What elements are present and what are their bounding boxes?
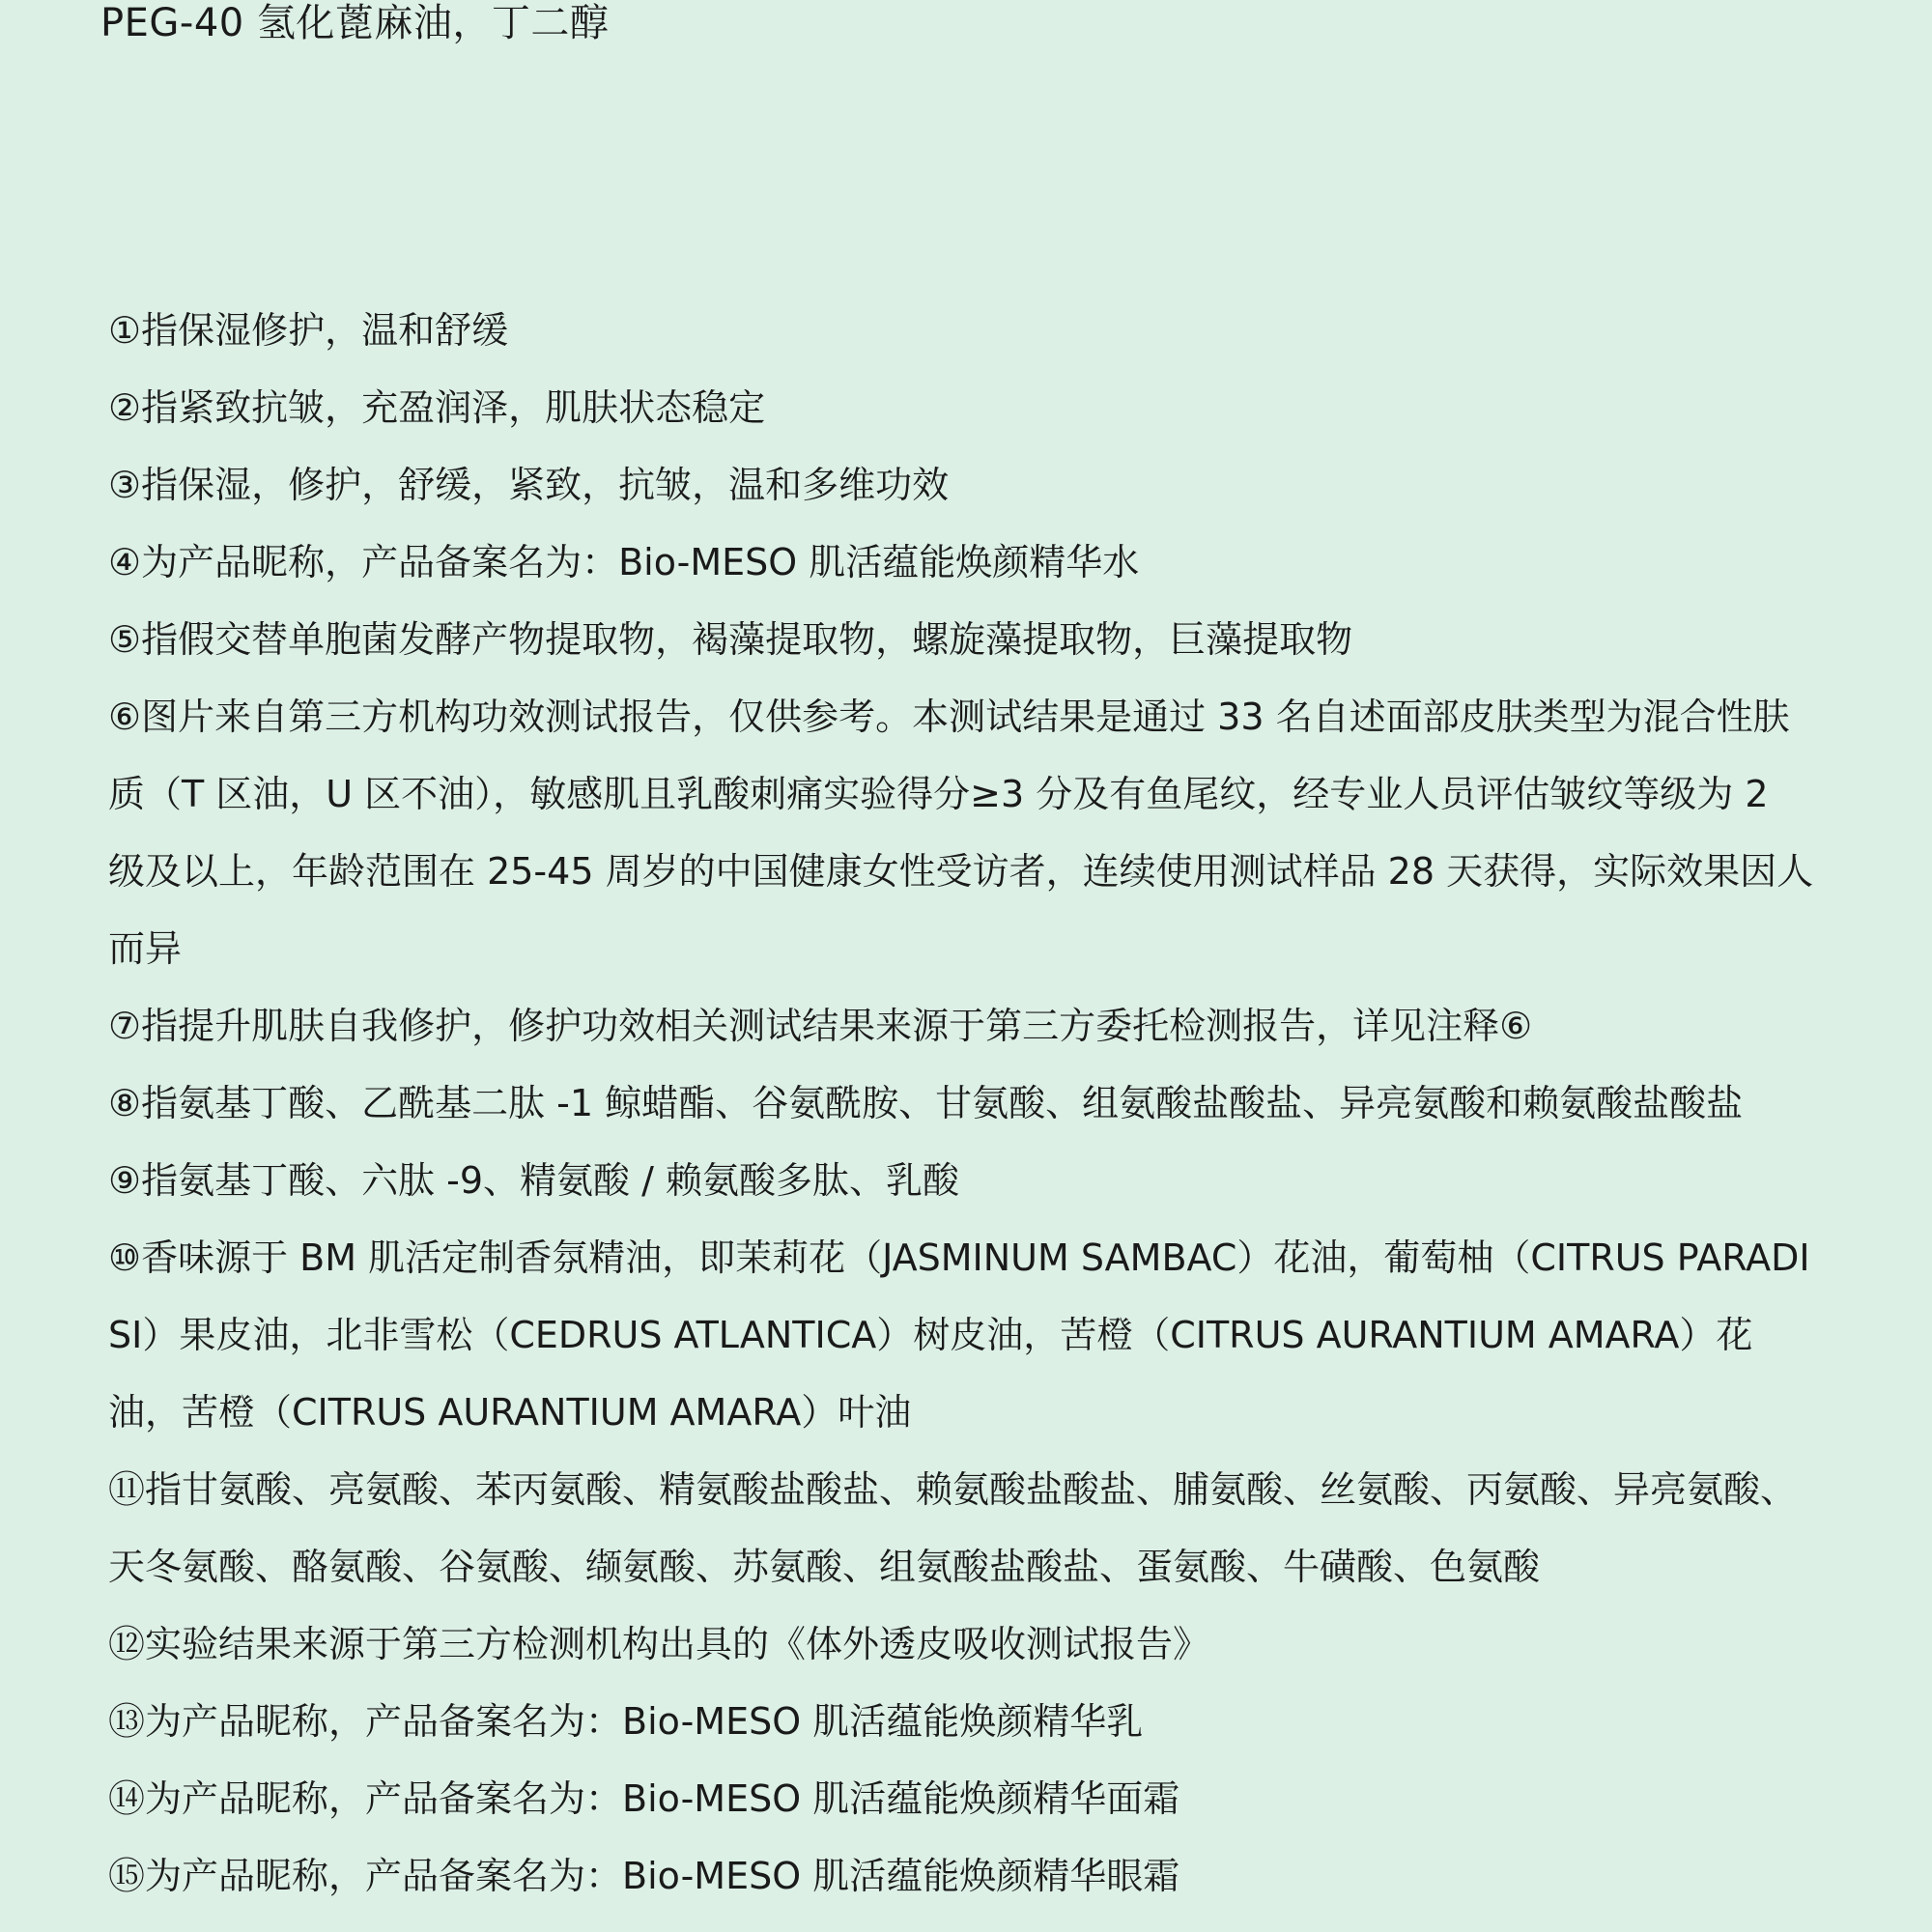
footnote-7: ⑦指提升肌肤自我修护，修护功效相关测试结果来源于第三方委托检测报告，详见注释⑥: [108, 1005, 1533, 1047]
footnote-3: ③指保湿，修护，舒缓，紧致，抗皱，温和多维功效: [108, 464, 950, 506]
footnote-9: ⑨指氨基丁酸、六肽 -9、精氨酸 / 赖氨酸多肽、乳酸: [108, 1159, 959, 1202]
footnote-4: ④为产品昵称，产品备案名为：Bio-MESO 肌活蕴能焕颜精华水: [108, 541, 1140, 583]
footnote-1: ①指保湿修护，温和舒缓: [108, 309, 509, 352]
footnote-6: ⑥图片来自第三方机构功效测试报告，仅供参考。本测试结果是通过 33 名自述面部皮肤类型为混合性肤质（T 区油，U 区不油），敏感肌且乳酸刺痛实验得分≥3 分及有鱼尾纹，经专业人员评估皱纹等级为 2 级及以上，年龄范围在 25-45 周岁的中国健康女性受访者，连续使用测试样品 28 天获得，实际效果因人而异: [108, 696, 1814, 970]
footnote-12: ⑫实验结果来源于第三方检测机构出具的《体外透皮吸收测试报告》: [108, 1623, 1210, 1665]
footnote-list: [108, 292, 1816, 1915]
footnote-14: ⑭为产品昵称，产品备案名为：Bio-MESO 肌活蕴能焕颜精华面霜: [108, 1777, 1180, 1820]
footnote-15: ⑮为产品昵称，产品备案名为：Bio-MESO 肌活蕴能焕颜精华眼霜: [108, 1855, 1180, 1897]
ingredient-line: PEG-40 氢化蓖麻油，丁二醇: [100, 1, 610, 45]
footnote-10: ⑩香味源于 BM 肌活定制香氛精油，即茉莉花（JASMINUM SAMBAC）花油，葡萄柚（CITRUS PARADISI）果皮油，北非雪松（CEDRUS ATLANTICA）树皮油，苦橙（CITRUS AURANTIUM AMARA）花油，苦橙（CITRUS AURANTIUM AMARA）叶油: [108, 1236, 1810, 1434]
footnote-2: ②指紧致抗皱，充盈润泽，肌肤状态稳定: [108, 386, 766, 429]
footnote-8: ⑧指氨基丁酸、乙酰基二肽 -1 鲸蜡酯、谷氨酰胺、甘氨酸、组氨酸盐酸盐、异亮氨酸和赖氨酸盐酸盐: [108, 1082, 1744, 1124]
footnote-5: ⑤指假交替单胞菌发酵产物提取物，褐藻提取物，螺旋藻提取物，巨藻提取物: [108, 618, 1353, 661]
footnote-13: ⑬为产品昵称，产品备案名为：Bio-MESO 肌活蕴能焕颜精华乳: [108, 1700, 1144, 1743]
footnote-11: ⑪指甘氨酸、亮氨酸、苯丙氨酸、精氨酸盐酸盐、赖氨酸盐酸盐、脯氨酸、丝氨酸、丙氨酸、异亮氨酸、天冬氨酸、酪氨酸、谷氨酸、缬氨酸、苏氨酸、组氨酸盐酸盐、蛋氨酸、牛磺酸、色氨酸: [108, 1468, 1798, 1588]
